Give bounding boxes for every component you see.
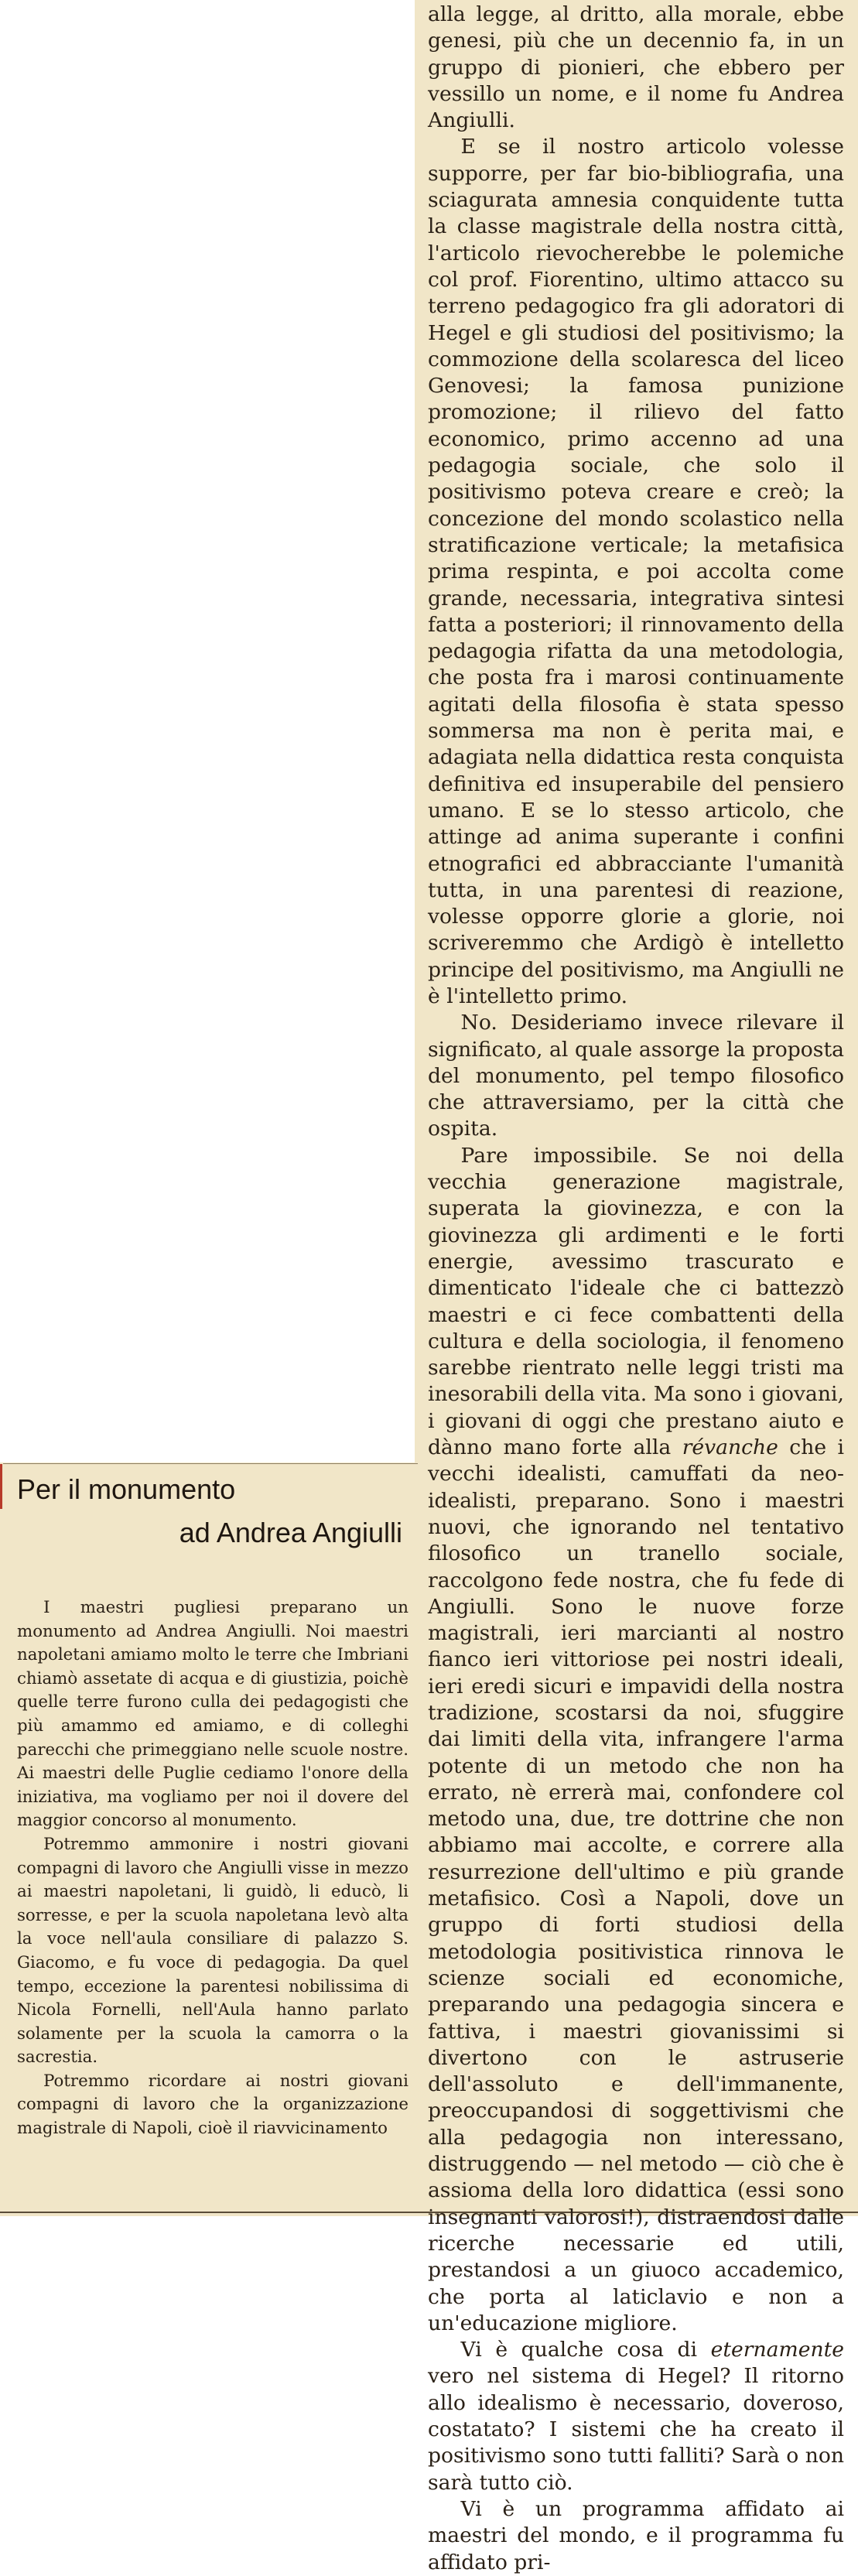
article-title [17,1468,408,1555]
paragraph-4-start: Pare impossibile. Se noi della vecchia generazione magistrale, superata la giovinezza, e con la giovinezza gli ardimenti e le forti energie, avessimo trascurato e dimenticato l'ideale che ci battezzò maestri e ci fece combattenti della cultura e della sociologia, il fenomeno sarebbe rientrato nelle leggi tristi ma inesorabili della vita. Ma sono i giovani, i giovani di oggi che prestano aiuto e dànno mano forte alla [428,1143,844,1460]
right-paragraph-3: No. Desideriamo invece rilevare il significato, al quale assorge la proposta del monumento, pel tempo filosofico che attraversiamo, per la città che ospita. [428,1011,844,1141]
right-paragraph-4 [428,1143,844,2337]
left-column-body [17,1596,408,2141]
right-column-body [428,2,844,2576]
right-paragraph-2: E se il nostro articolo volesse supporre, per far bio-bibliografia, una sciagurata amnesia conquidente tutta la classe magistrale della nostra città, l'articolo rievocherebbe le polemiche col prof. Fiorentino, ultimo attacco su terreno pedagogico fra gli adoratori di Hegel e gli studiosi del positivismo; la commozione della scolaresca del liceo Genovesi; la famosa punizione promozione; il rilievo del fatto economico, primo accenno ad una pedagogia sociale, che solo il positivismo poteva creare e creò; la concezione del mondo scolastico nella stratificazione verticale; la metafisica prima respinta, e poi accolta come grande, necessaria, integrativa sintesi fatta a posteriori; il rinnovamento della pedagogia rifatta da una metodologia, che posta fra i marosi continuamente agitati della filosofia è stata spesso sommersa ma non è perita mai, e adagiata nella didattica resta conquista definitiva ed insuperabile del pensiero umano. E se lo stesso articolo, che attinge ad anima superante i confini etnografici ed abbracciante l'umanità tutta, in una parentesi di reazione, volesse opporre glorie a glorie, noi scriveremmo che Ardigò è intelletto principe del positivismo, ma Angiulli ne è l'intelletto primo. [428,135,844,1008]
column-top-rule [3,1463,418,1464]
paragraph-4-rest: che i vecchi idealisti, camuffati da neo-idealisti, preparano. Sono i maestri nuovi, che ignorando nel tentativo filosofico un tranello sociale, raccolgono fede nostra, che fu fede di Angiulli. Sono le nuove forze magistrali, ieri marcianti al nostro fianco ieri vittoriose pei nostri ideali, ieri eredi sicuri e impavidi della nostra tradizione, scostarsi da noi, sfuggire dai limiti della vita, infrangere l'arma potente di un metodo che non ha errato, nè errerà mai, confondere col metodo una, due, tre dottrine che non abbiamo mai accolte, e correre alla resurrezione dell'ultimo e più grande metafisico. Così a Napoli, dove un gruppo di forti studiosi della metodologia positivistica rinnova le scienze sociali ed economiche, preparando una pedagogia sincera e fattiva, i maestri giovanissimi si divertono con le astruserie dell'assoluto e dell'immanente, preoccupandosi di soggettivismi che alla pedagogia non interessano, distruggendo — nel metodo — ciò che è assioma della loro didattica (essi sono insegnanti valorosi!), distraendosi dalle ricerche necessarie ed utili, prestandosi a un giuoco accademico, che porta al laticlavio e non a un'educazione migliore. [428,1435,844,2335]
right-paragraph-5 [428,2337,844,2496]
left-paragraph-2: Potremmo ammonire i nostri giovani compagni di lavoro che Angiulli visse in mezzo ai maestri napoletani, li guidò, li educò, li sorresse, e per la scuola napoletana levò alta la voce nell'aula consiliare di palazzo S. Giacomo, e fu voce di pedagogia. Da quel tempo, eccezione la parentesi nobilissima di Nicola Fornelli, nell'Aula hanno parlato solamente per la scuola la camorra o la sacrestia. [17,1834,408,2068]
title-line-1: Per il monumento [17,1473,236,1505]
eternamente-italic: eternamente [710,2338,844,2362]
title-line-2: ad Andrea Angiulli [179,1517,402,1548]
revanche-italic: révanche [682,1435,778,1460]
right-paragraph-1: alla legge, al dritto, alla morale, ebbe genesi, più che un decennio fa, in un gruppo di pionieri, che ebbero per vessillo un nome, e il nome fu Andrea Angiulli. [428,2,844,133]
paragraph-5-rest: vero nel sistema di Hegel? Il ritorno allo idealismo è necessario, doveroso, costatato? I sistemi che ha creato il positivismo sono tutti falliti? Sarà o non sarà tutto ciò. [428,2364,844,2495]
paragraph-5-start: Vi è qualche cosa di [460,2338,711,2362]
title-margin-mark [0,1464,2,1509]
left-paragraph-1: I maestri pugliesi preparano un monumento ad Andrea Angiulli. Noi maestri napoletani amiamo molto le terre che Imbriani chiamò assetate di acqua e di giustizia, poichè quelle terre furono culla dei pedagogisti che più amammo ed amiamo, e di colleghi parecchi che primeggiano nelle scuole nostre. Ai maestri delle Puglie cediamo l'onore della iniziativa, ma vogliamo per noi il dovere del maggior concorso al monumento. [17,1598,408,1831]
right-paragraph-6: Vi è un programma affidato ai maestri del mondo, e il programma fu affidato pri- [428,2496,844,2574]
left-paragraph-3: Potremmo ricordare ai nostri giovani compagni di lavoro che la organizzazione magistrale di Napoli, cioè il riavvicinamento [17,2071,408,2139]
